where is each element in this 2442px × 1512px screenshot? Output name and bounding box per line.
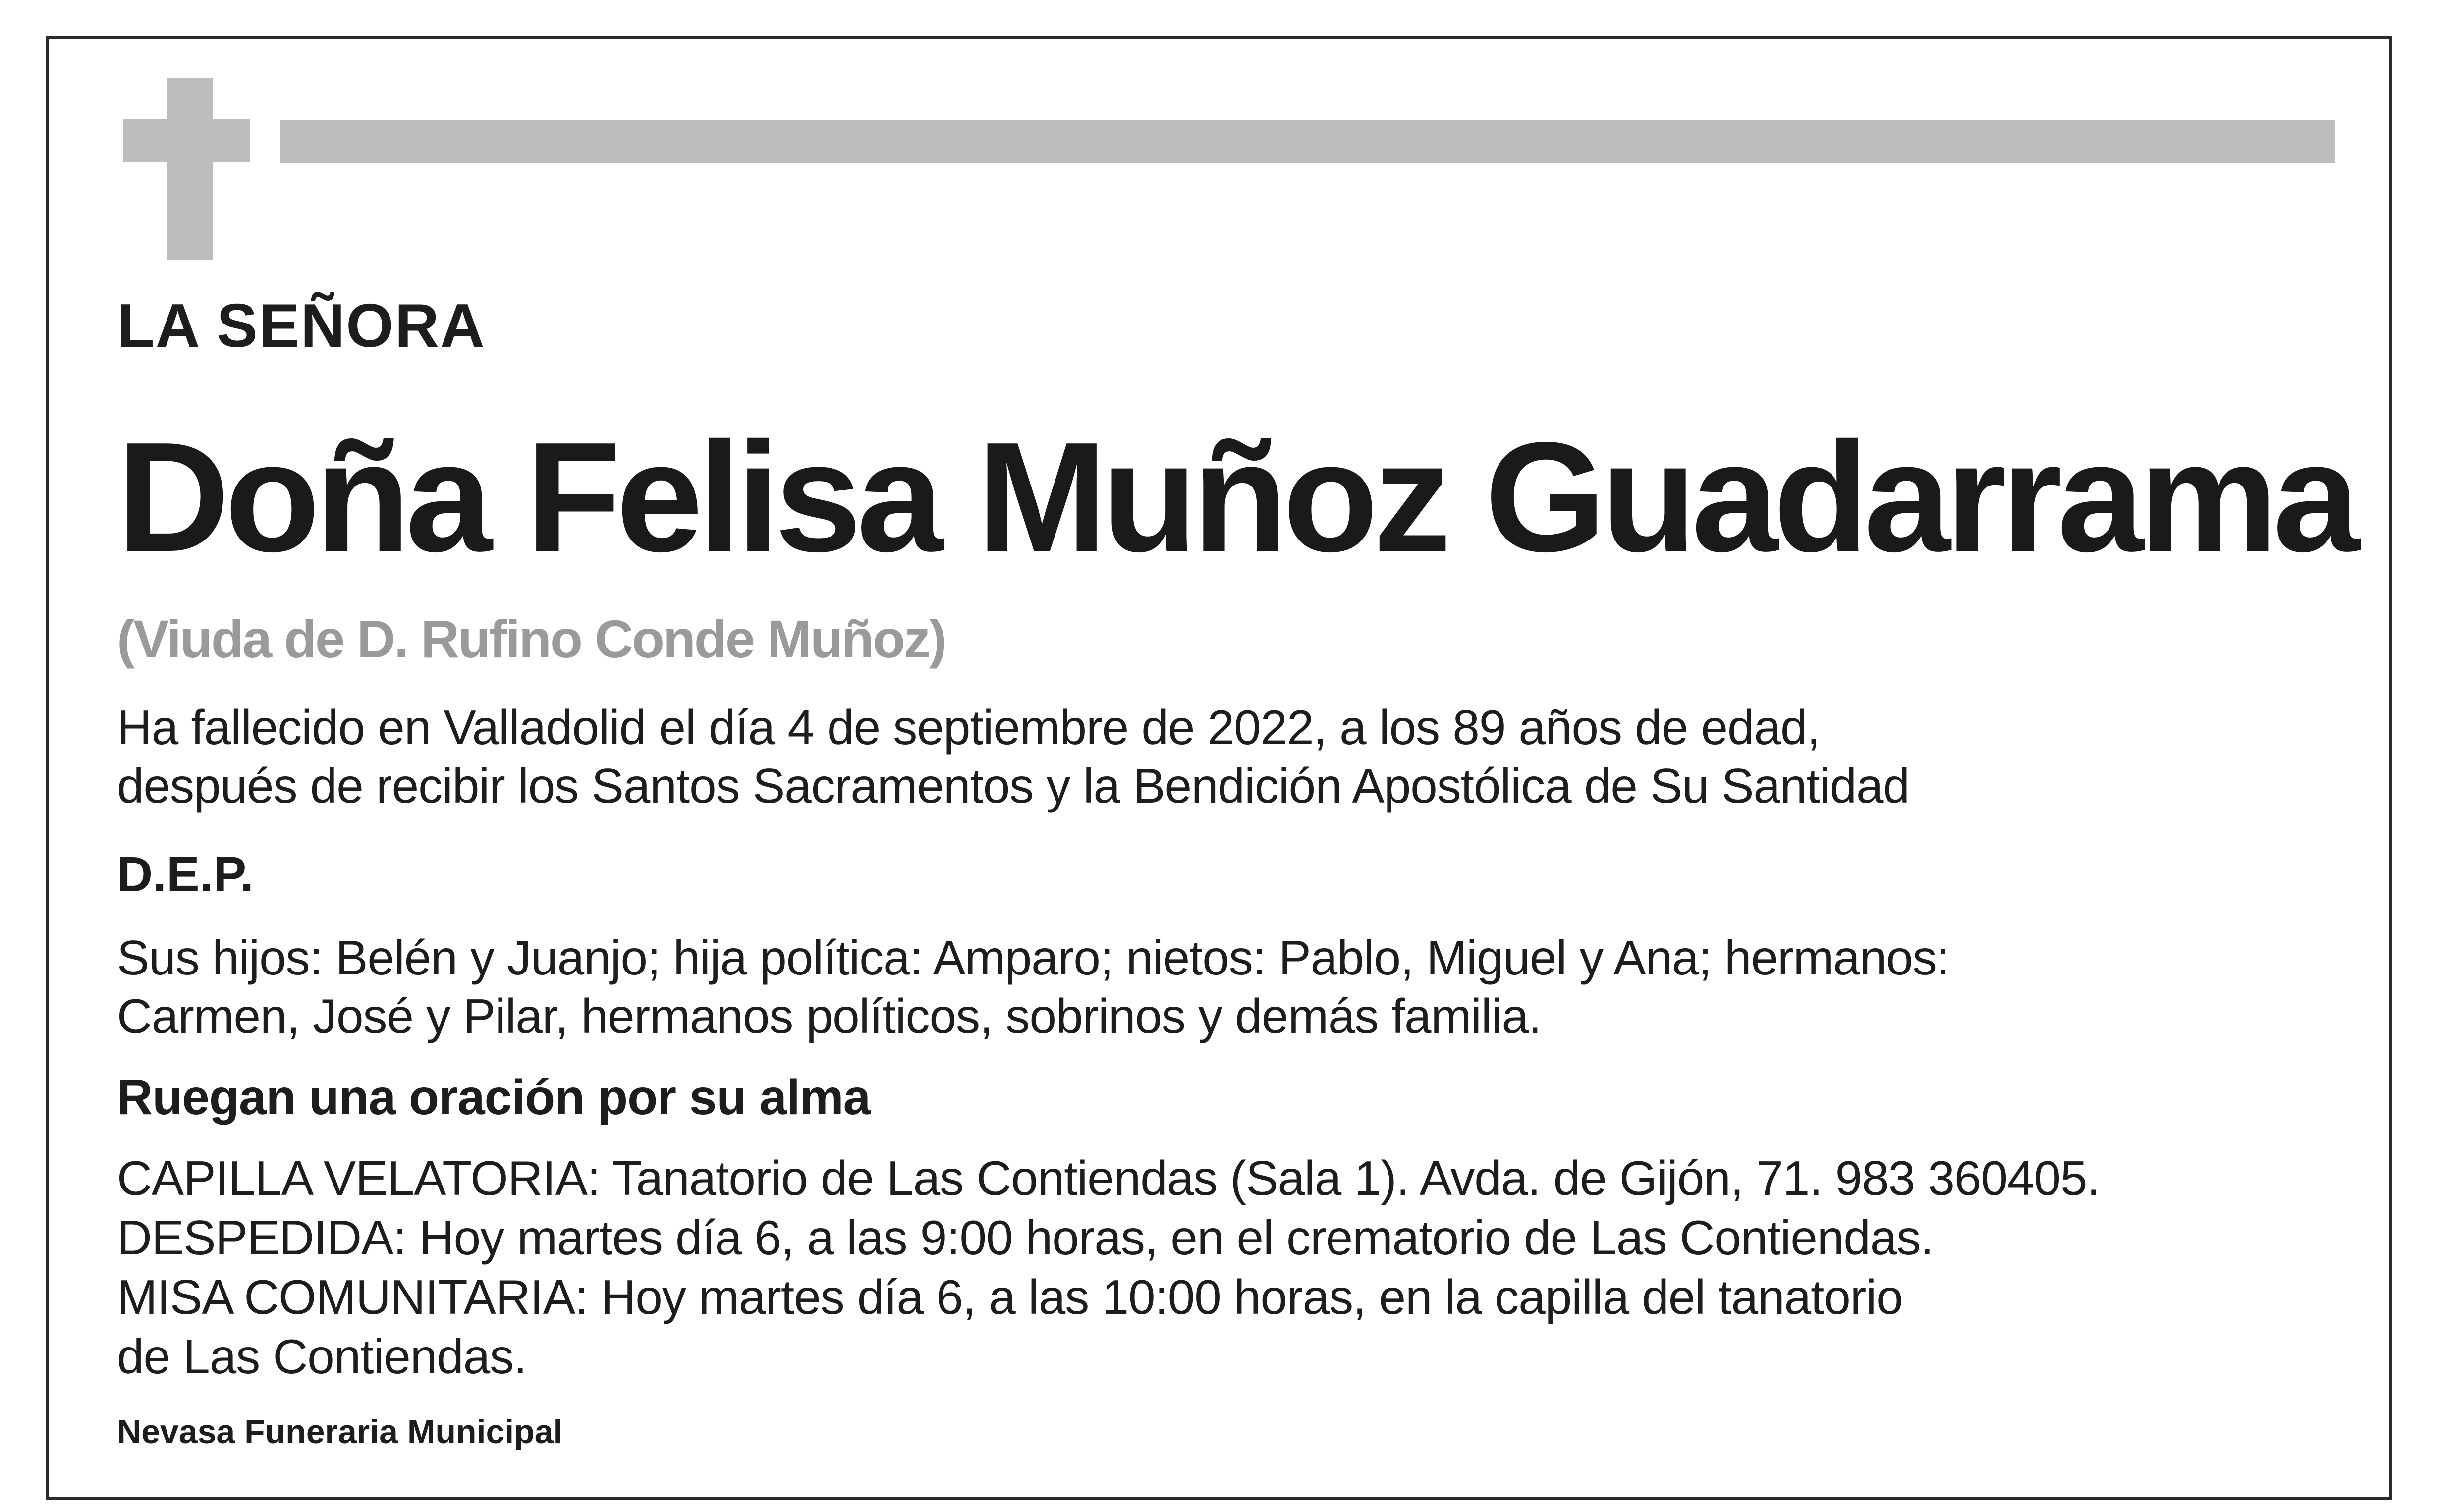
service-line: DESPEDIDA: Hoy martes día 6, a las 9:00 horas, en el crematorio de Las Contiendas. xyxy=(117,1210,1934,1265)
funeral-home-credit: Nevasa Funeraria Municipal xyxy=(117,1413,563,1451)
cross-icon-arm xyxy=(123,119,250,162)
title-label: LA SEÑORA xyxy=(117,292,486,360)
service-line: MISA COMUNITARIA: Hoy martes día 6, a las 10:00 horas, en la capilla del tanatorio xyxy=(117,1270,1903,1324)
service-line: de Las Contiendas. xyxy=(117,1329,527,1384)
header-bar-divider xyxy=(280,120,2335,163)
family-line: Carmen, José y Pilar, hermanos políticos, sobrinos y demás familia. xyxy=(117,989,1542,1043)
widow-of-line: (Viuda de D. Rufino Conde Muñoz) xyxy=(117,609,945,669)
service-line: CAPILLA VELATORIA: Tanatorio de Las Contiendas (Sala 1). Avda. de Gijón, 71. 983 360405. xyxy=(117,1151,2100,1205)
rip-label: D.E.P. xyxy=(117,847,254,902)
family-line: Sus hijos: Belén y Juanjo; hija política: Amparo; nietos: Pablo, Miguel y Ana; hermanos: xyxy=(117,930,1950,985)
announcement-line: después de recibir los Santos Sacramentos y la Bendición Apostólica de Su Santidad xyxy=(117,758,1910,813)
cross-icon xyxy=(167,78,213,260)
announcement-line: Ha fallecido en Valladolid el día 4 de septiembre de 2022, a los 89 años de edad, xyxy=(117,700,1820,755)
prayer-request: Ruegan una oración por su alma xyxy=(117,1070,871,1125)
deceased-name: Doña Felisa Muñoz Guadarrama xyxy=(117,410,2355,584)
